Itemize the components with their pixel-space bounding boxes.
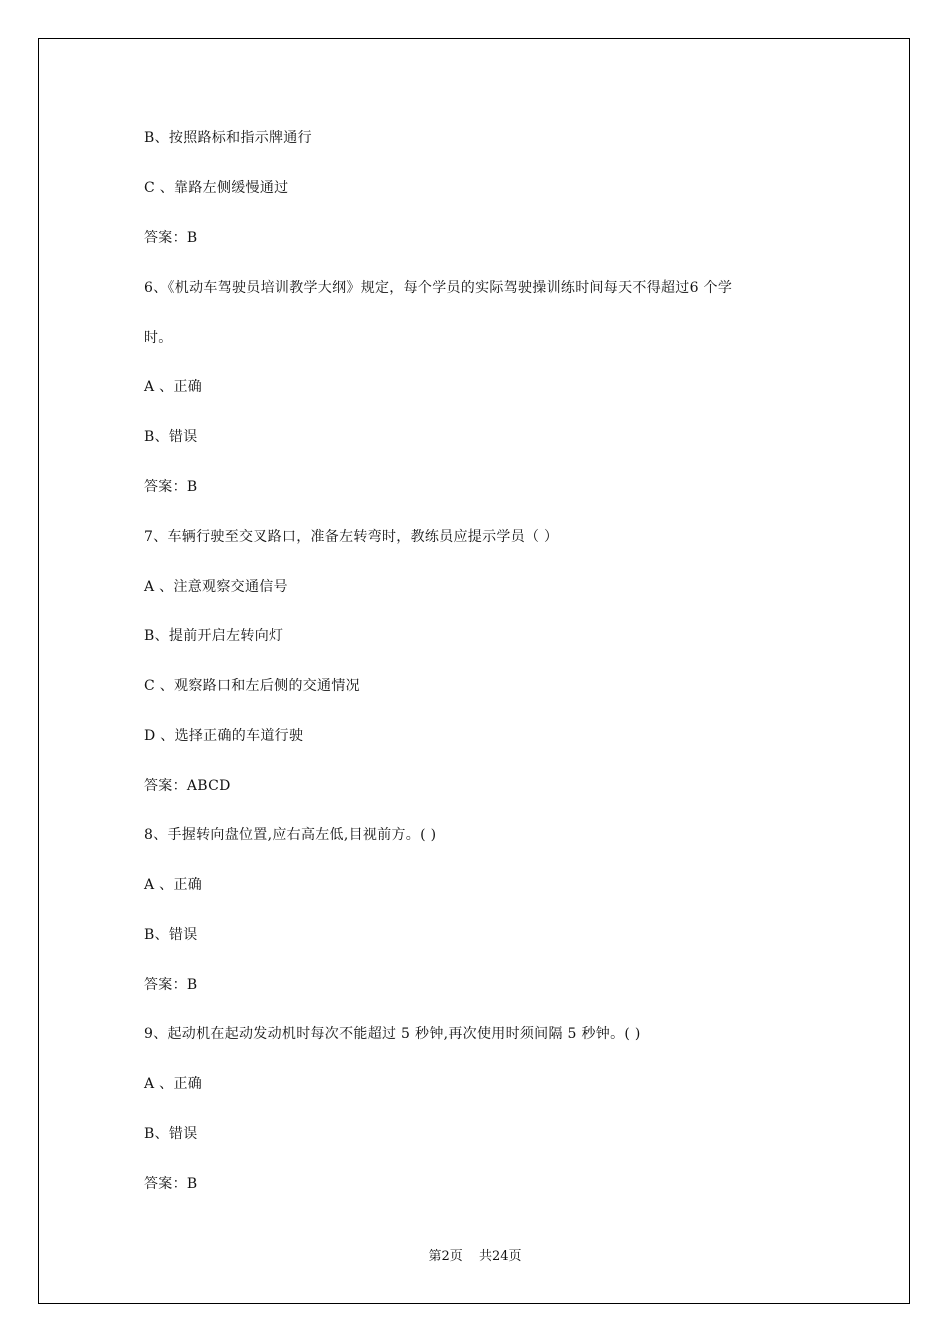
option-a-q6: A 、正确 <box>144 379 203 395</box>
answer-q5: 答案：B <box>144 230 198 246</box>
option-a-q8: A 、正确 <box>144 877 203 893</box>
option-a-q9: A 、正确 <box>144 1076 203 1092</box>
page-number: 第2页 <box>428 1249 463 1264</box>
option-b-q6: B、错误 <box>144 429 198 445</box>
question-6-continued: 时。 <box>144 330 173 346</box>
page-total: 共24页 <box>478 1249 522 1264</box>
answer-q8: 答案：B <box>144 977 198 993</box>
question-9: 9、起动机在起动发动机时每次不能超过 5 秒钟,再次使用时须间隔 5 秒钟。( ) <box>144 1026 641 1042</box>
page-footer <box>0 1248 950 1266</box>
option-b-q8: B、错误 <box>144 927 198 943</box>
question-8: 8、手握转向盘位置,应右高左低,目视前方。( ) <box>144 827 437 843</box>
option-a-q7: A 、注意观察交通信号 <box>144 579 288 595</box>
option-b-q9: B、错误 <box>144 1126 198 1142</box>
answer-q6: 答案：B <box>144 479 198 495</box>
option-d-q7: D 、选择正确的车道行驶 <box>144 728 304 744</box>
question-6: 6、《机动车驾驶员培训教学大纲》规定，每个学员的实际驾驶操训练时间每天不得超过6 个学 <box>144 280 733 296</box>
option-b-q7: B、提前开启左转向灯 <box>144 628 284 644</box>
question-7: 7、车辆行驶至交叉路口，准备左转弯时，教练员应提示学员（ ） <box>144 529 559 545</box>
answer-q7: 答案：ABCD <box>144 778 231 794</box>
option-c-q7: C 、观察路口和左后侧的交通情况 <box>144 678 360 694</box>
answer-q9: 答案：B <box>144 1176 198 1192</box>
option-c-q5: C 、靠路左侧缓慢通过 <box>144 180 289 196</box>
option-b-q5: B、按照路标和指示牌通行 <box>144 130 312 146</box>
